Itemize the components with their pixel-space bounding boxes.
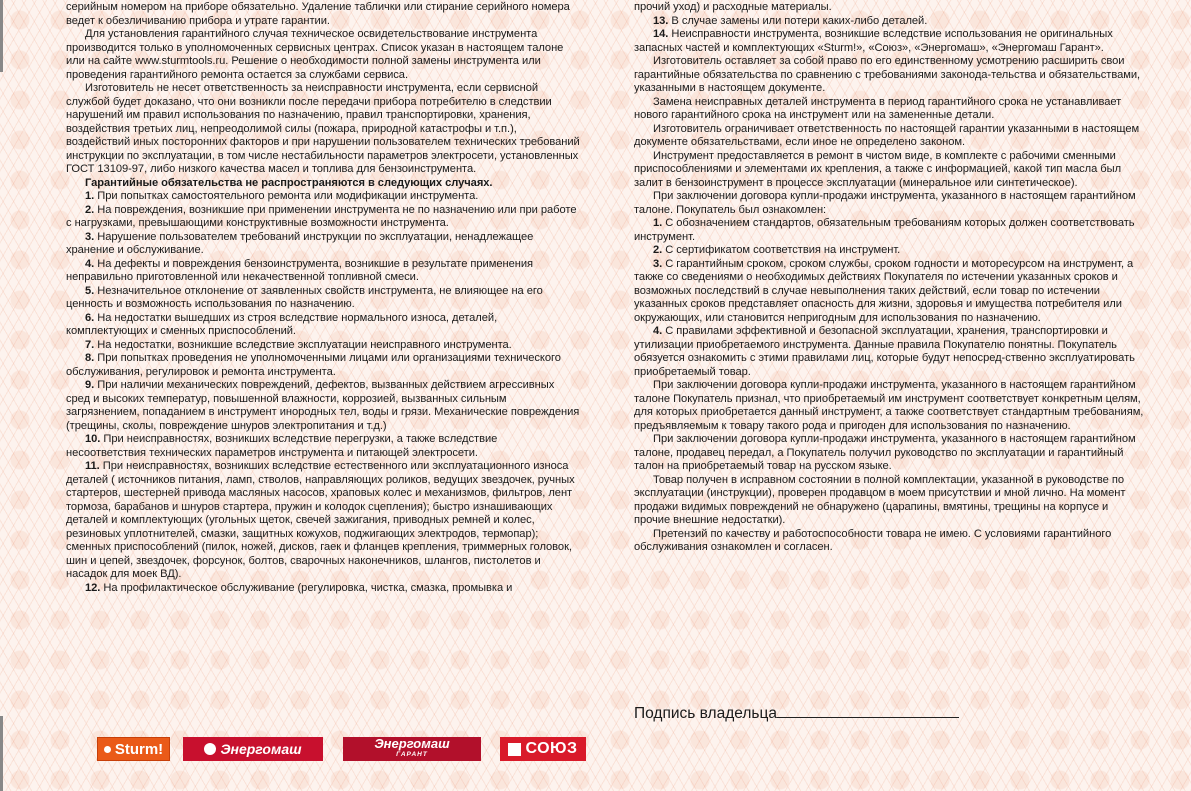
- paragraph: При заключении договора купли-продажи инструмента, указанного в настоящем гарантийном талоне Покупатель признал, что приобретаемый им инструмент соответствует конкретным целям, для которых приобретается данный инструмент, а также соответствует стандартным требованиям, предъявляемым к товару такого рода и пригоден для использования по назначению.: [634, 379, 1144, 432]
- page-edge-marker: [0, 0, 3, 72]
- list-item-text: С гарантийным сроком, сроком службы, сроком годности и моторесурсом на инструмент, а также со сведениями о необходимых действиях Покупателя по истечении указанных сроков и возможных последствий в случае невыполнения таких действий, если товар по истечении указанных сроков представляет опасность для жизни, здоровья и имущества потребителя или окружающих, или становится непригодным для использования по назначению.: [634, 257, 1134, 324]
- list-item-number: 4.: [653, 325, 663, 337]
- list-item-number: 1.: [85, 190, 95, 202]
- paragraph: прочий уход) и расходные материалы.: [634, 1, 832, 13]
- signature-line[interactable]: [777, 704, 959, 718]
- list-item: [634, 15, 1146, 29]
- section-heading: Гарантийные обязательства не распространяются в следующих случаях.: [85, 176, 493, 189]
- list-item-number: 12.: [85, 581, 101, 594]
- list-item-number: 2.: [85, 203, 95, 216]
- sturm-dot-icon: [104, 746, 111, 753]
- paragraph: Изготовитель ограничивает ответственность по настоящей гарантии указанными в настоящем документе обязательствами, если иное не определено законом.: [634, 122, 1140, 148]
- signature-label: Подпись владельца: [634, 705, 777, 722]
- list-item-text: С обозначением стандартов, обязательным требованиям которых должен соответствовать инструмент.: [634, 217, 1135, 243]
- list-item: [66, 582, 580, 596]
- paragraph: Инструмент предоставляется в ремонт в чистом виде, в комплекте с рабочими сменными приспособлениями и элементами их крепления, а также с информацией, какой тип масла был залит в бензоинструмент в процессе эксплуатации (минеральное или синтетическое).: [634, 149, 1122, 189]
- list-item-text: При неисправностях, возникших вследствие перегрузки, а также вследствие несоответствия технических параметров инструмента и питающей электросети.: [66, 433, 498, 459]
- list-item-number: 3.: [85, 230, 95, 243]
- garant-subtitle: ГАРАНТ: [396, 751, 428, 758]
- brand-logos: [0, 737, 1191, 761]
- list-item-text: На профилактическое обслуживание (регулировка, чистка, смазка, промывка и: [103, 581, 513, 594]
- paragraph: Изготовитель оставляет за собой право по его единственному усмотрению расширить свои гарантийные обязательства по сравнению с требованиями законода-тельства и обязательствами, указанными в настоящем документе.: [634, 55, 1141, 94]
- list-item-number: 2.: [653, 244, 663, 256]
- list-item-number: 9.: [85, 379, 95, 391]
- list-item-number: 4.: [85, 257, 95, 270]
- list-item-text: При наличии механических повреждений, дефектов, вызванных действием агрессивных сред и высоких температур, повышенной влажности, коррозией, вызванных сильным загрязнением, попаданием в инструмент инородных тел, воды и грязи. Механические повреждения (трещины, сколы, повреждение шнуров электропитания и т.д.): [66, 379, 580, 432]
- list-item-number: 1.: [653, 217, 663, 229]
- list-item-text: При попытках самостоятельного ремонта или модификации инструмента.: [97, 190, 479, 202]
- list-item: [66, 204, 580, 231]
- list-item: [66, 352, 580, 379]
- list-item-text: На дефекты и повреждения бензоинструмента, возникшие в результате применения неправильно приготовленной или некачественной топливной смеси.: [66, 257, 533, 283]
- list-item-number: 3.: [653, 257, 663, 270]
- list-item: [66, 433, 580, 460]
- soyuz-logo-text: СОЮЗ: [525, 740, 578, 757]
- list-item-text: На недостатки вышедших из строя вследствие нормального износа, деталей, комплектующих и сменных приспособлений.: [66, 311, 498, 337]
- list-item: [66, 231, 580, 258]
- list-item: [66, 312, 580, 339]
- list-item-text: Незначительное отклонение от заявленных свойств инструмента, не влияющее на его ценность и возможность использования по назначению.: [66, 284, 543, 310]
- list-item: [634, 217, 1146, 244]
- list-item-number: 7.: [85, 338, 95, 351]
- paragraph: При заключении договора купли-продажи инструмента, указанного в настоящем гарантийном талоне. Покупатель был ознакомлен:: [634, 190, 1136, 216]
- soyuz-square-icon: [508, 743, 521, 756]
- paragraph: Замена неисправных деталей инструмента в период гарантийного срока не устанавливает нового гарантийного срока на инструмент или на замененные детали.: [634, 95, 1122, 121]
- list-item-number: 5.: [85, 284, 95, 297]
- paragraph: серийным номером на приборе обязательно. Удаление таблички или стирание серийного номера ведет к обезличиванию прибора и утрате гарантии.: [66, 1, 570, 27]
- paragraph: Товар получен в исправном состоянии в полной комплектации, указанной в руководстве по эксплуатации (инструкции), проверен продавцом в моем присутствии и мной лично. На момент продажи видимых повреждений не обнаружено (царапины, вмятины, трещины на корпусе и прочие внешние недостатки).: [634, 473, 1126, 526]
- list-item: [66, 379, 580, 433]
- list-item-text: Нарушение пользователем требований инструкции по эксплуатации, ненадлежащее хранение и обслуживание.: [66, 230, 534, 256]
- sturm-logo-text: Sturm!: [114, 740, 164, 758]
- energomash-garant-logo: [343, 737, 481, 761]
- list-item-number: 11.: [85, 460, 100, 472]
- paragraph: Изготовитель не несет ответственность за неисправности инструмента, если сервисной службой будет доказано, что они возникли после передачи прибора потребителю в следствии нарушений им правил использования по назначению, правил транспортировки, хранения, воздействия третьих лиц, непреодолимой силы (пожара, природной катастрофы и т.п.), воздействий иных посторонних факторов и при нарушении пользователем технических требований инструкции по эксплуатации, в том числе нестабильности параметров электросети, установленных ГОСТ 13109-97, либо низкого качества масел и топлива для бензоинструмента.: [66, 82, 580, 175]
- energomash-logo-text: Энергомаш: [220, 741, 302, 757]
- list-item-number: 10.: [85, 433, 101, 445]
- list-item-text: В случае замены или потери каких-либо деталей.: [671, 14, 928, 27]
- list-item-text: На недостатки, возникшие вследствие эксплуатации неисправного инструмента.: [97, 338, 512, 351]
- list-item: [634, 244, 1146, 258]
- list-item-number: 14.: [653, 28, 669, 40]
- energomash-circle-icon: [204, 743, 216, 755]
- sturm-logo: [97, 737, 170, 761]
- list-item: [634, 325, 1146, 379]
- list-item-text: С сертификатом соответствия на инструмент.: [665, 244, 901, 256]
- list-item-text: На повреждения, возникшие при применении инструмента не по назначению или при работе с нагрузками, превышающими конструктивные возможности инструмента.: [66, 203, 577, 229]
- paragraph: Для установления гарантийного случая техническое освидетельствование инструмента производится только в уполномоченных сервисных центрах. Список указан в настоящем талоне или на сайте www.sturmtools.ru. Решение о необходимости полной замены инструмента или проведения гарантийного ремонта остается за службами сервиса.: [66, 28, 564, 81]
- list-item: [66, 258, 580, 285]
- list-item: [634, 258, 1146, 326]
- list-item-text: С правилами эффективной и безопасной эксплуатации, хранения, транспортировки и утилизации приобретаемого инструмента. Данные правила Покупателю понятны. Покупатель обязуется ознакомить с этими правилами лиц, которые будут непосред-ственно эксплуатировать приобретаемый товар.: [634, 325, 1135, 378]
- paragraph: Претензий по качеству и работоспособности товара не имею. С условиями гарантийного обслуживания ознакомлен и согласен.: [634, 527, 1112, 553]
- right-column: [634, 1, 1146, 555]
- paragraph: При заключении договора купли-продажи инструмента, указанного в настоящем гарантийном талоне, продавец передал, а Покупатель получил руководство по эксплуатации и гарантийный талон на приобретаемый товар на русском языке.: [634, 433, 1136, 472]
- list-item: [66, 190, 580, 204]
- energomash-logo: [183, 737, 323, 761]
- soyuz-logo: [500, 737, 586, 761]
- list-item-number: 6.: [85, 311, 95, 324]
- energomash-garant-logo-text: Энергомаш: [374, 736, 450, 751]
- list-item: [66, 460, 580, 582]
- list-item: [634, 28, 1146, 55]
- list-item-text: При попытках проведения не уполномоченными лицами или организациями технического обслуживания, регулировок и ремонта инструмента.: [66, 352, 561, 378]
- list-item-text: Неисправности инструмента, возникшие вследствие использования не оригинальных запасных частей и комплектующих «Sturm!», «Союз», «Энергомаш», «Энергомаш Гарант».: [634, 28, 1113, 54]
- left-column: [66, 1, 580, 595]
- list-item-text: При неисправностях, возникших вследствие естественного или эксплуатационного износа деталей ( источников питания, ламп, стволов, направляющих роликов, ведущих звездочек, ручных стартеров, шестерней привода масляных насосов, храповых колес и механизмов, фильтров, лент тормоза, барабанов и шнуров стартера, пружин и колодок сцепления); быстро изнашивающих деталей и комплектующих (угольных щеток, свечей зажигания, приводных ремней и колес, резиновых уплотнителей, смазки, защитных кожухов, поджигающих электродов, термопар); сменных приспособлений (пилок, ножей, дисков, гаек и фланцев крепления, триммерных головок, шин и цепей, звездочек, форсунок, болтов, сварочных наконечников, шлангов, пистолетов и насадок для моек ВД).: [66, 460, 575, 580]
- list-item: [66, 339, 580, 353]
- list-item: [66, 285, 580, 312]
- owner-signature-field[interactable]: [634, 704, 959, 723]
- list-item-number: 8.: [85, 352, 95, 364]
- list-item-number: 13.: [653, 14, 669, 27]
